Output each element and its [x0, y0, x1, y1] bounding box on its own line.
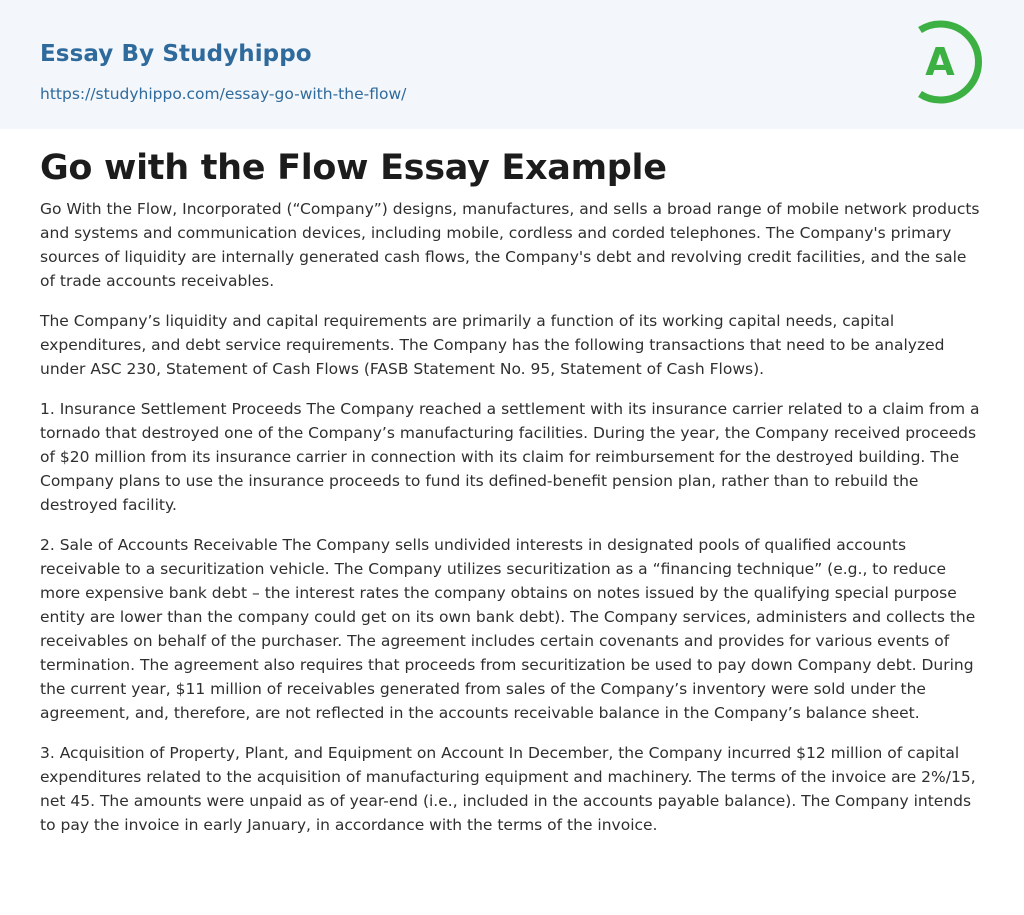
article [0, 129, 1024, 837]
paragraph-intro: Go With the Flow, Incorporated (“Company”) designs, manufactures, and sells a broad range of mobile network products and systems and communication devices, including mobile, cordless and corded telephones. The Company's primary sources of liquidity are internally generated cash flows, the Company's debt and revolving credit facilities, and the sale of trade accounts receivables. [40, 200, 980, 290]
paragraph-sale-of-receivables: 2. Sale of Accounts Receivable The Company sells undivided interests in designated pools of qualified accounts receivable to a securitization vehicle. The Company utilizes securitization as a “financing technique” (e.g., to reduce more expensive bank debt – the interest rates the company obtains on notes issued by the qualifying special purpose entity are lower than the company could get on its own bank debt). The Company services, administers and collects the receivables on behalf of the purchaser. The agreement includes certain covenants and provides for various events of termination. The agreement also requires that proceeds from securitization be used to pay down Company debt. During the current year, $11 million of receivables generated from sales of the Company’s inventory were sold under the agreement, and, therefore, are not reflected in the accounts receivable balance in the Company’s balance sheet. [40, 536, 976, 722]
paragraph-liquidity: The Company’s liquidity and capital requirements are primarily a function of its working capital needs, capital expenditures, and debt service requirements. The Company has the following transactions that need to be analyzed under ASC 230, Statement of Cash Flows (FASB Statement No. 95, Statement of Cash Flows). [40, 312, 945, 378]
brand-title[interactable]: Essay By Studyhippo [40, 41, 312, 67]
studyhippo-logo-icon[interactable] [912, 18, 986, 106]
page-title: Go with the Flow Essay Example [40, 148, 667, 188]
site-header [0, 0, 1024, 129]
source-url-link[interactable]: https://studyhippo.com/essay-go-with-the-flow/ [40, 85, 407, 103]
logo-letter: A [925, 40, 955, 84]
paragraph-insurance-settlement: 1. Insurance Settlement Proceeds The Company reached a settlement with its insurance carrier related to a claim from a tornado that destroyed one of the Company’s manufacturing facilities. During the year, the Company received proceeds of $20 million from its insurance carrier in connection with its claim for reimbursement for the destroyed building. The Company plans to use the insurance proceeds to fund its defined-benefit pension plan, rather than to rebuild the destroyed facility. [40, 400, 980, 514]
paragraph-ppe-acquisition: 3. Acquisition of Property, Plant, and Equipment on Account In December, the Company incurred $12 million of capital expenditures related to the acquisition of manufacturing equipment and machinery. The terms of the invoice are 2%/15, net 45. The amounts were unpaid as of year-end (i.e., included in the accounts payable balance). The Company intends to pay the invoice in early January, in accordance with the terms of the invoice. [40, 744, 976, 834]
